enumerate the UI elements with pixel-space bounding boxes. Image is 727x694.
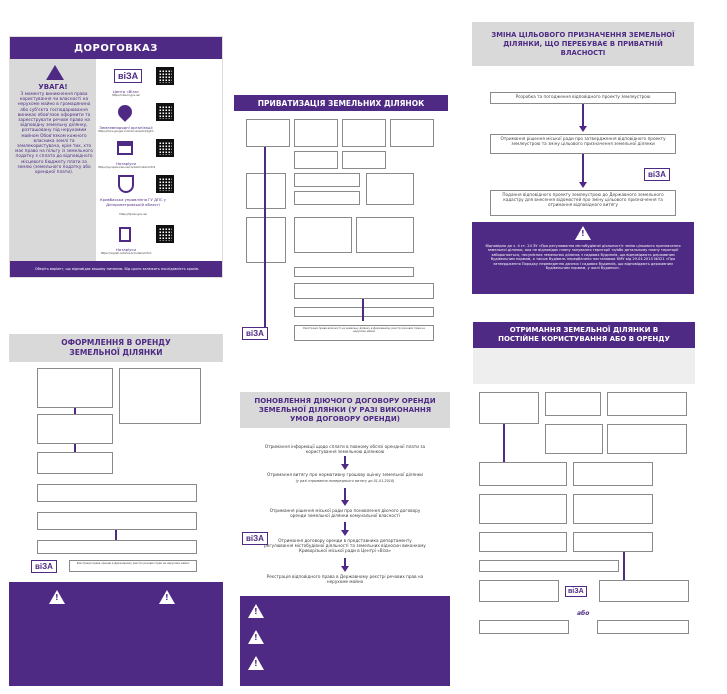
link-url[interactable]: https://synopsis.kiev.ua/content/notarii.html (98, 166, 156, 169)
flow-box (479, 560, 619, 572)
link-item-viza[interactable] (98, 67, 222, 101)
flow-arrow (341, 464, 349, 470)
guide-title: ДОРОГОВКАЗ (10, 37, 222, 59)
flow-box (479, 620, 569, 634)
guide-links (98, 63, 222, 261)
privatization-final-step: Реєстрація права власності на земельну ділянку в Державному реєстрі речових прав на нерухоме майно (294, 325, 434, 341)
flow-box (294, 191, 360, 205)
flow-box (294, 217, 352, 253)
flow-line (264, 147, 266, 327)
tax-emblem-icon (118, 175, 134, 193)
flow-line (623, 552, 625, 580)
warning-text: З моменту виникнення права користування чи власності на нерухоме майно в громадянина або суб'єкта господарювання виникає обов'язок оформити та зареєструвати речове право на відповідну земельну ділянку, розташовану під нерухомим майном Обов'язком кожного власника землі та землекористувача, крім тих, хто має право на пільгу із земельного податку є сплата до відповідного місцевого бюджету плати за землю (земельного податку або орендної плати). (15, 92, 93, 176)
renewal-step-4: Отримання договору оренди в представника департаменту регулювання містобудівної діяльності та земельних відносин виконкому Криворізької міської ради в Центрі «Віза» (264, 538, 426, 553)
link-item-land-org[interactable] (98, 103, 222, 137)
viza-logo: віЗА (242, 327, 268, 340)
qr-code-icon (156, 67, 174, 85)
intro-text-block (473, 348, 695, 384)
flow-box (37, 368, 113, 408)
map-marker-icon (115, 102, 135, 122)
flow-box (545, 424, 603, 454)
warning-icon: ! (248, 604, 264, 618)
flow-box (479, 580, 559, 602)
permanent-use-title: ОТРИМАННЯ ЗЕМЕЛЬНОЇ ДІЛЯНКИ В ПОСТІЙНЕ КОРИСТУВАННЯ АБО В ОРЕНДУ (473, 322, 695, 348)
purpose-change-panel (472, 22, 694, 294)
guide-panel (9, 36, 223, 278)
warning-icon (46, 65, 64, 80)
renewal-step-1: Отримання інформації щодо сплати в повному обсязі орендної плати за користування земельною ділянкою (264, 444, 426, 454)
purpose-warning-text: Відповідно до ч. 4 ст. 24 ЗУ «Про регулювання містобудівної діяльності» зміна цільового призначення земельної ділянки, яка не відповідає плану зонування території та/або детальному плану території забороняється, несумісних земельних ділянок з садових будинків, що відповідають державним будівельним нормам, а також будівель передбачено постановою КМУ від 29.04.2015 №321 «Про затвердження Порядку переведення дачних і садових будинків, що відповідають державним будівельним нормам, у жилі будинки». (485, 244, 681, 271)
flow-arrow (341, 500, 349, 506)
link-label: Нотаріуси (116, 161, 136, 166)
viza-logo: віЗА (242, 532, 268, 545)
lease-final-step: Реєстрація права оренди в Державному реєстрі речових прав на нерухоме майно (69, 560, 197, 572)
qr-code-icon (156, 225, 174, 243)
flow-box (246, 173, 286, 209)
viza-logo: віЗА (565, 586, 587, 597)
qr-code-icon (156, 175, 174, 193)
renewal-step-5: Реєстрація відповідного права в Державному реєстрі речових прав на нерухоме майно (266, 574, 424, 584)
flow-line (362, 299, 364, 321)
flow-arrow (341, 530, 349, 536)
link-label: Центр «Віза» (112, 89, 140, 94)
flow-box (37, 512, 197, 530)
viza-logo: віЗА (644, 168, 670, 181)
link-label: Нотаріуси (116, 247, 136, 252)
flow-box (573, 462, 653, 486)
permanent-use-panel (473, 322, 695, 686)
flow-box (294, 173, 360, 187)
flow-box (342, 119, 386, 147)
flow-arrow (341, 566, 349, 572)
renewal-step-3: Отримання рішення міської ради про поновлення діючого договору оренди земельної ділянки комунальної власності (269, 508, 421, 518)
flow-box (366, 173, 414, 205)
building-icon (117, 141, 133, 155)
warning-icon: ! (159, 590, 175, 604)
flow-arrow (579, 182, 587, 188)
qr-code-icon (156, 139, 174, 157)
flow-box (599, 580, 689, 602)
flow-line (582, 104, 584, 128)
link-item-tax[interactable] (98, 175, 222, 221)
lease-panel (9, 334, 223, 686)
renewal-panel (240, 392, 450, 686)
link-url[interactable]: https://reyestr.notarius.kr/notarial.html (100, 252, 152, 255)
flow-box (597, 620, 689, 634)
or-label: або (577, 610, 590, 617)
viza-logo: віЗА (114, 69, 142, 83)
viza-logo: віЗА (31, 560, 57, 573)
flow-box (246, 217, 286, 263)
flow-box (479, 392, 539, 424)
lease-title: ОФОРМЛЕННЯ В ОРЕНДУ ЗЕМЕЛЬНОЇ ДІЛЯНКИ (9, 334, 223, 362)
flow-box (37, 484, 197, 502)
flow-box (607, 424, 687, 454)
renewal-step-2-note: (у разі отримання попереднього витягу до 01.01.2018) (295, 479, 395, 483)
warning-icon: ! (248, 630, 264, 644)
flow-box (294, 307, 434, 317)
renewal-warning-block (240, 596, 450, 686)
purpose-step-2: Отримання рішення міської ради про затвердження відповідного проекту землеустрою та зміну цільового призначення земельної ділянки (490, 134, 676, 154)
lease-warning-block (9, 582, 223, 686)
flow-box (356, 217, 414, 253)
flow-box (390, 119, 434, 147)
link-label: Землевпорядні організації (99, 125, 153, 130)
flow-box (294, 151, 338, 169)
flow-line (503, 424, 505, 462)
flow-line (582, 154, 584, 184)
qr-code-icon (156, 103, 174, 121)
flow-box (37, 414, 113, 444)
warning-heading: УВАГА! (38, 83, 68, 91)
flow-box (573, 494, 653, 524)
link-item-notary[interactable] (98, 225, 222, 259)
flow-box (545, 392, 601, 416)
flow-line (74, 444, 76, 452)
flow-box (342, 151, 386, 169)
link-label: Кривбаська управління ГУ ДПС у Дніпропетровській області (99, 197, 167, 207)
warning-icon: ! (248, 656, 264, 670)
flow-arrow (579, 126, 587, 132)
flow-box (37, 452, 113, 474)
flow-box (294, 283, 434, 299)
link-item-projects[interactable] (98, 139, 222, 173)
flow-box (119, 368, 201, 424)
link-url[interactable]: https://docs.google.com/document/d/1g4Y... (98, 130, 156, 133)
flow-box (479, 494, 567, 524)
flow-box (246, 119, 290, 147)
flow-box (479, 462, 567, 486)
flow-box (294, 267, 414, 277)
renewal-title: ПОНОВЛЕННЯ ДІЮЧОГО ДОГОВОРУ ОРЕНДИ ЗЕМЕЛЬНОЇ ДІЛЯНКИ (У РАЗІ ВИКОНАННЯ УМОВ ДОГОВОРУ ОРЕНДИ) (240, 392, 450, 428)
privatization-title: ПРИВАТИЗАЦІЯ ЗЕМЕЛЬНИХ ДІЛЯНОК (234, 95, 448, 111)
flow-box (37, 540, 197, 554)
link-url[interactable]: https://dp.tax.gov.ua/ (119, 213, 147, 216)
renewal-step-2: Отримання витягу про нормативну грошову оцінку земельної ділянки (267, 472, 423, 477)
link-url[interactable]: https://viza.kr.gov.ua/ (112, 94, 140, 97)
flow-box (294, 119, 338, 147)
guide-footer: Оберіть варіант, що відповідає вашому питанню. Від цього залежить послідовність кроків. (10, 261, 223, 277)
privatization-panel (234, 95, 448, 350)
purpose-step-1: Розробка та погодження відповідного проекту землеустрою (490, 92, 676, 104)
purpose-warning-block (472, 222, 694, 294)
flow-box (573, 532, 653, 552)
flow-box (607, 392, 687, 416)
flow-line (115, 530, 117, 540)
warning-icon: ! (575, 226, 591, 240)
flow-box (479, 532, 567, 552)
warning-icon: ! (49, 590, 65, 604)
purpose-step-3: Подання відповідного проекту землеустрою до Державного земельного кадастру для внесення відомостей про зміну цільового призначення та отримання відповідного витягу (490, 190, 676, 216)
doc-icon (119, 227, 131, 242)
flow-line (74, 408, 76, 414)
purpose-change-title: ЗМІНА ЦІЛЬОВОГО ПРИЗНАЧЕННЯ ЗЕМЕЛЬНОЇ ДІЛЯНКИ, ЩО ПЕРЕБУВАЄ В ПРИВАТНІЙ ВЛАСНОСТІ (472, 22, 694, 66)
guide-warning-column (10, 59, 96, 263)
